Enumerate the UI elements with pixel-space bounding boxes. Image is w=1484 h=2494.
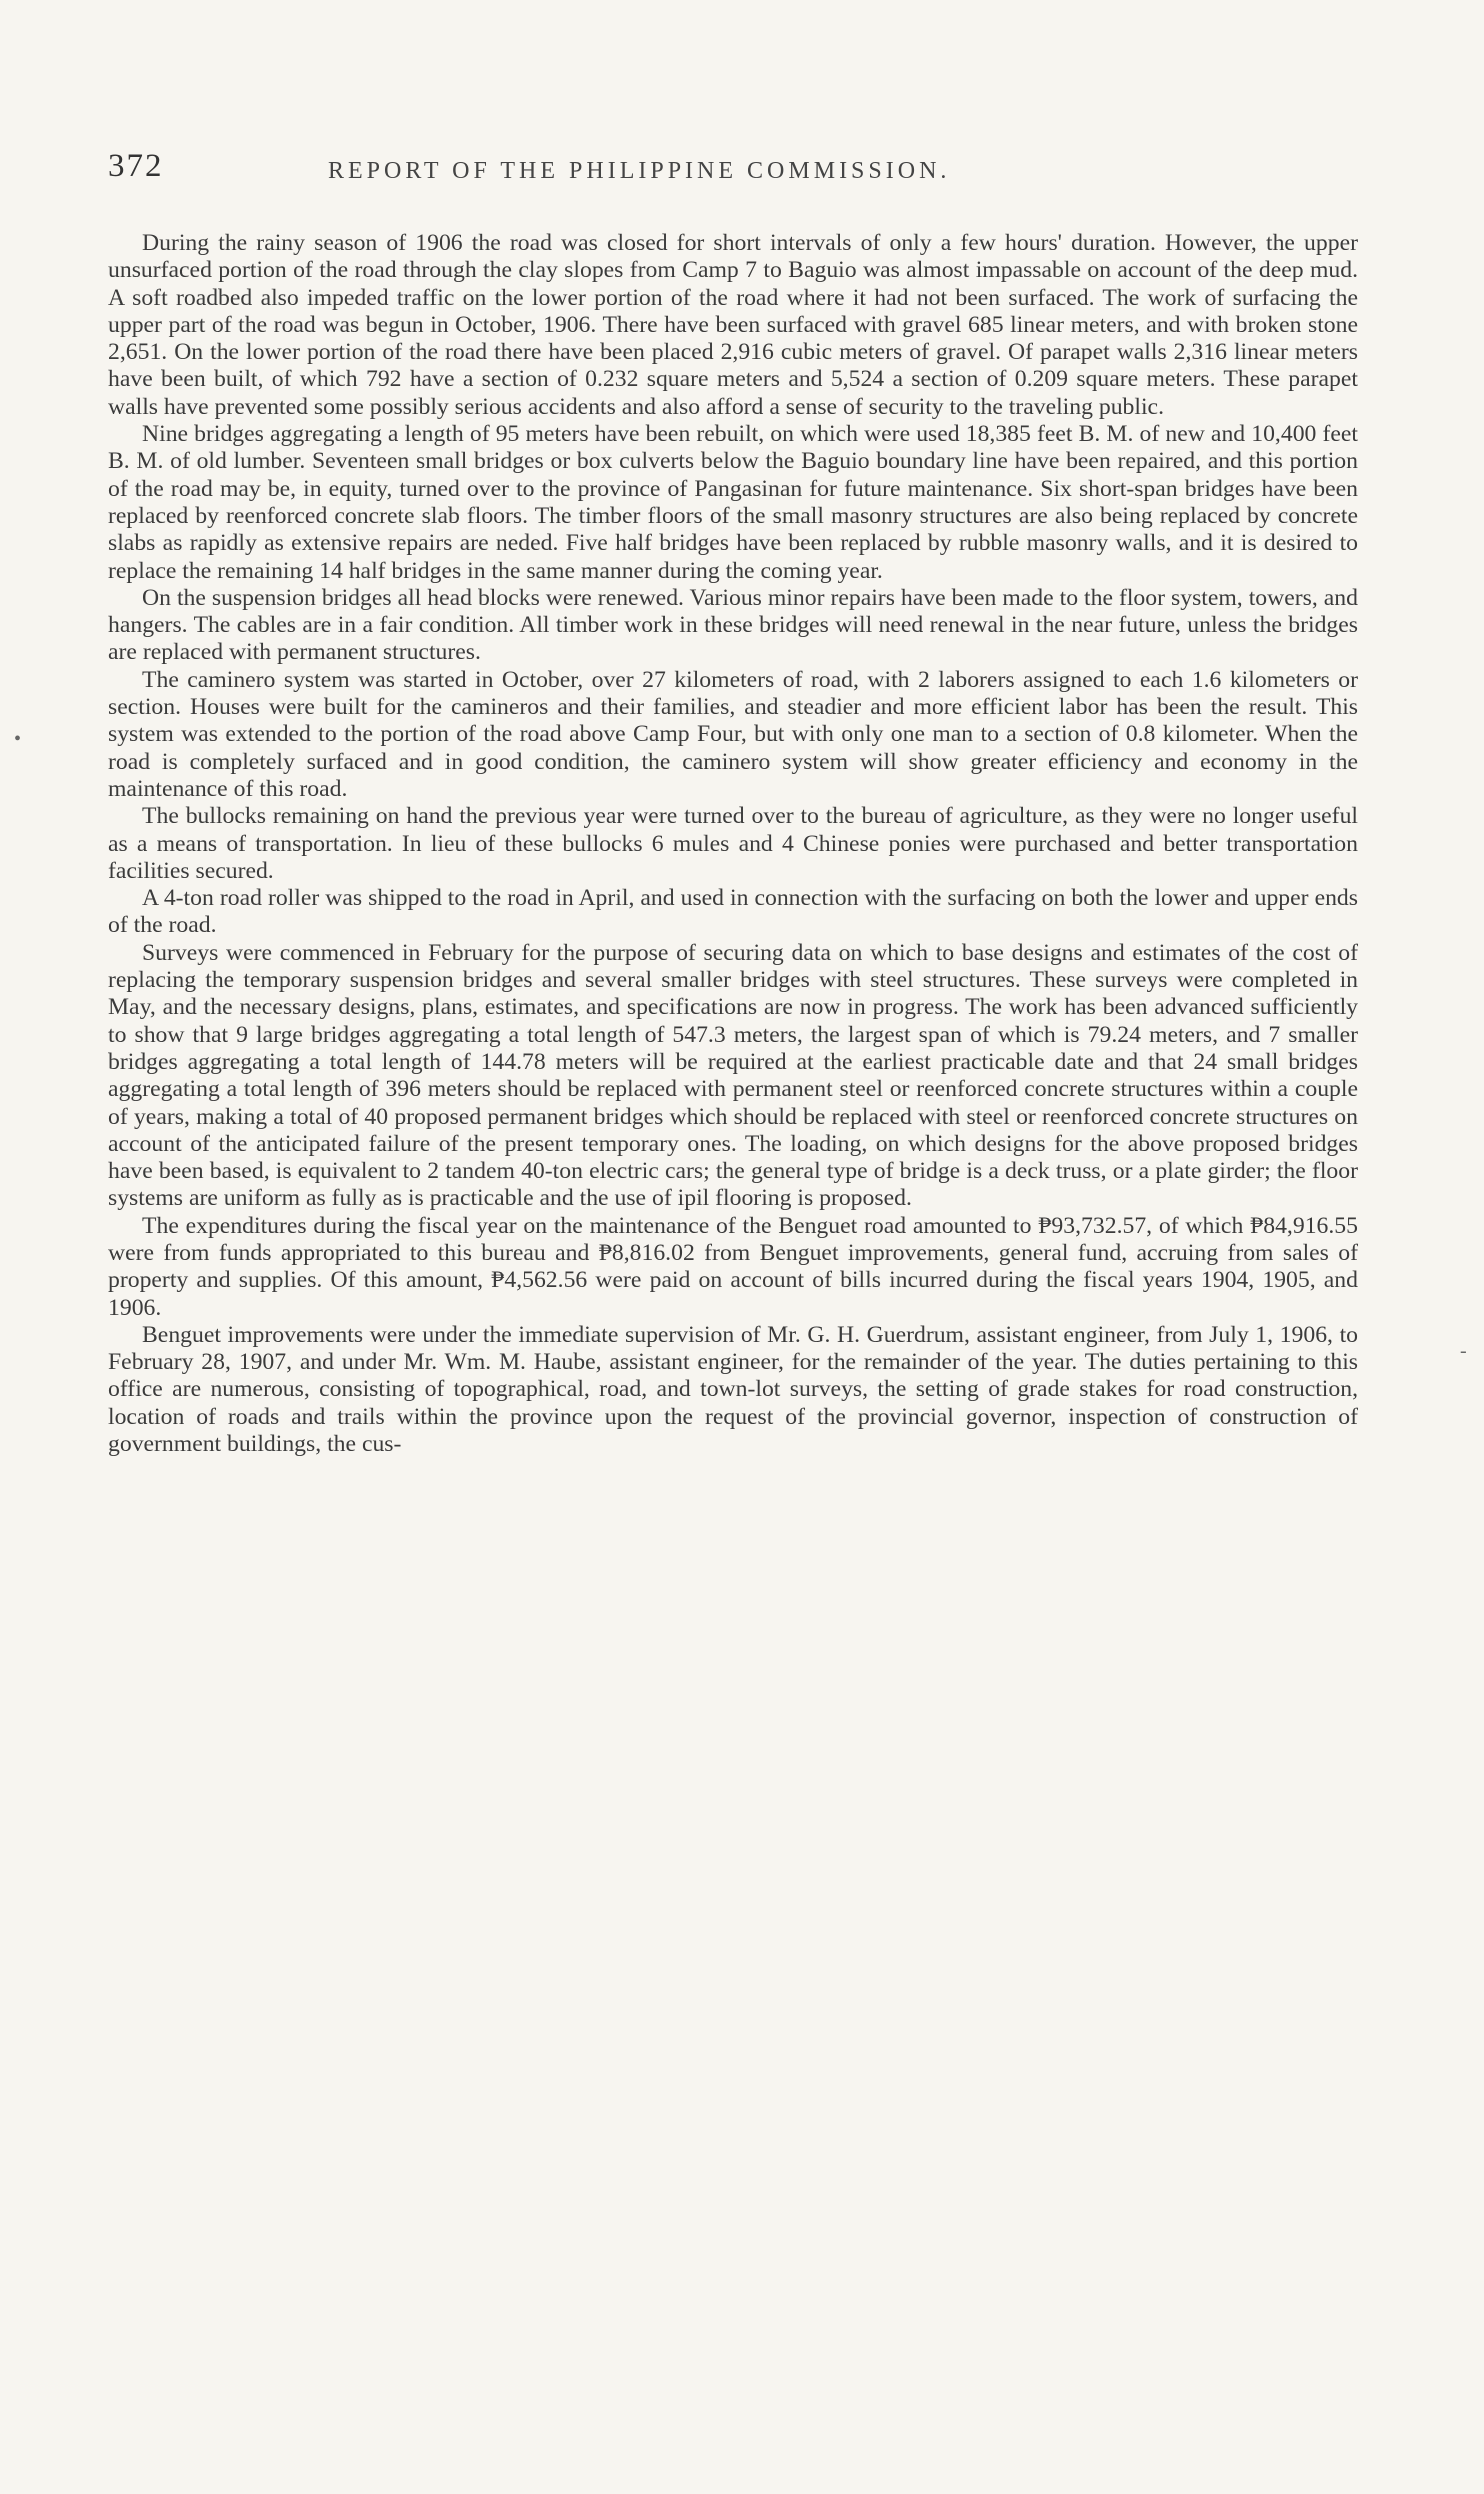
paragraph-road-roller: A 4-ton road roller was shipped to the road in April, and used in connection with the surfacing on both the lower and upper ends of the road. xyxy=(108,885,1358,939)
margin-dot-mark: • xyxy=(14,728,22,750)
paragraph-bullocks: The bullocks remaining on hand the previous year were turned over to the bureau of agriculture, as they were no longer useful as a means of transportation. In lieu of these bullocks 6 mules and 4 Chinese ponies were purchased and better transportation facilities secured. xyxy=(108,803,1358,884)
paragraph-benguet-improvements: Benguet improvements were under the immediate supervision of Mr. G. H. Guerdrum, assistant engineer, from July 1, 1906, to February 28, 1907, and under Mr. Wm. M. Haube, assistant engineer, for the remainder of the year. The duties pertaining to this office are numerous, consisting of topographical, road, and town-lot surveys, the setting of grade stakes for road construction, location of roads and trails within the province upon the request of the provincial governor, inspection of construction of government buildings, the cus- xyxy=(108,1321,1358,1458)
paragraph-suspension-bridges: On the suspension bridges all head blocks were renewed. Various minor repairs have been made to the floor system, towers, and hangers. The cables are in a fair condition. All timber work in these bridges will need renewal in the near future, unless the bridges are replaced with permanent structures. xyxy=(108,584,1358,666)
paragraph-expenditures: The expenditures during the fiscal year on the maintenance of the Benguet road amounted to ₱93,732.57, of which ₱84,916.55 were from funds appropriated to this bureau and ₱8,816.02 from Benguet improvements, general fund, accruing from sales of property and supplies. Of this amount, ₱4,562.56 were paid on account of bills incurred during the fiscal years 1904, 1905, and 1906. xyxy=(108,1212,1358,1321)
paragraph-rainy-season: During the rainy season of 1906 the road was closed for short intervals of only a few hours' duration. However, the upper unsurfaced portion of the road through the clay slopes from Camp 7 to Baguio was almost impassable on account of the deep mud. A soft roadbed also impeded traffic on the lower portion of the road where it had not been surfaced. The work of surfacing the upper part of the road was begun in October, 1906. There have been surfaced with gravel 685 linear meters, and with broken stone 2,651. On the lower portion of the road there have been placed 2,916 cubic meters of gravel. Of parapet walls 2,316 linear meters have been built, of which 792 have a section of 0.232 square meters and 5,524 a section of 0.209 square meters. These parapet walls have prevented some possibly serious accidents and also afford a sense of security to the traveling public. xyxy=(108,230,1358,420)
body-text xyxy=(108,230,1358,1458)
paragraph-caminero-system: The caminero system was started in October, over 27 kilometers of road, with 2 laborers assigned to each 1.6 kilometers or section. Houses were built for the camineros and their families, and steadier and more efficient labor has been the result. This system was extended to the portion of the road above Camp Four, but with only one man to a section of 0.8 kilometer. When the road is completely surfaced and in good condition, the caminero system will show greater efficiency and economy in the maintenance of this road. xyxy=(108,666,1358,802)
paragraph-surveys: Surveys were commenced in February for the purpose of securing data on which to base designs and estimates of the cost of replacing the temporary suspension bridges and several smaller bridges with steel structures. These surveys were completed in May, and the necessary designs, plans, estimates, and specifications are now in progress. The work has been advanced sufficiently to show that 9 large bridges aggregating a total length of 547.3 meters, the largest span of which is 79.24 meters, and 7 smaller bridges aggregating a total length of 144.78 meters will be required at the earliest practicable date and that 24 small bridges aggregating a total length of 396 meters should be replaced with permanent steel or reenforced concrete structures within a couple of years, making a total of 40 proposed permanent bridges which should be replaced with steel or reenforced concrete structures on account of the anticipated failure of the present temporary ones. The loading, on which designs for the above proposed bridges have been based, is equivalent to 2 tandem 40-ton electric cars; the general type of bridge is a deck truss, or a plate girder; the floor systems are uniform as fully as is practicable and the use of ipil flooring is proposed. xyxy=(108,939,1358,1212)
paragraph-bridges-rebuilt: Nine bridges aggregating a length of 95 meters have been rebuilt, on which were used 18,385 feet B. M. of new and 10,400 feet B. M. of old lumber. Seventeen small bridges or box culverts below the Baguio boundary line have been repaired, and this portion of the road may be, in equity, turned over to the province of Pangasinan for future maintenance. Six short-span bridges have been replaced by reenforced concrete slab floors. The timber floors of the small masonry structures are also being replaced by concrete slabs as rapidly as extensive repairs are neded. Five half bridges have been replaced by rubble masonry walls, and it is desired to replace the remaining 14 half bridges in the same manner during the coming year. xyxy=(108,421,1358,584)
page-header xyxy=(108,148,1358,196)
running-title: REPORT OF THE PHILIPPINE COMMISSION. xyxy=(328,158,951,184)
page-number: 372 xyxy=(108,148,164,184)
document-page xyxy=(108,148,1358,1458)
margin-dash-mark: - xyxy=(1460,1340,1467,1362)
